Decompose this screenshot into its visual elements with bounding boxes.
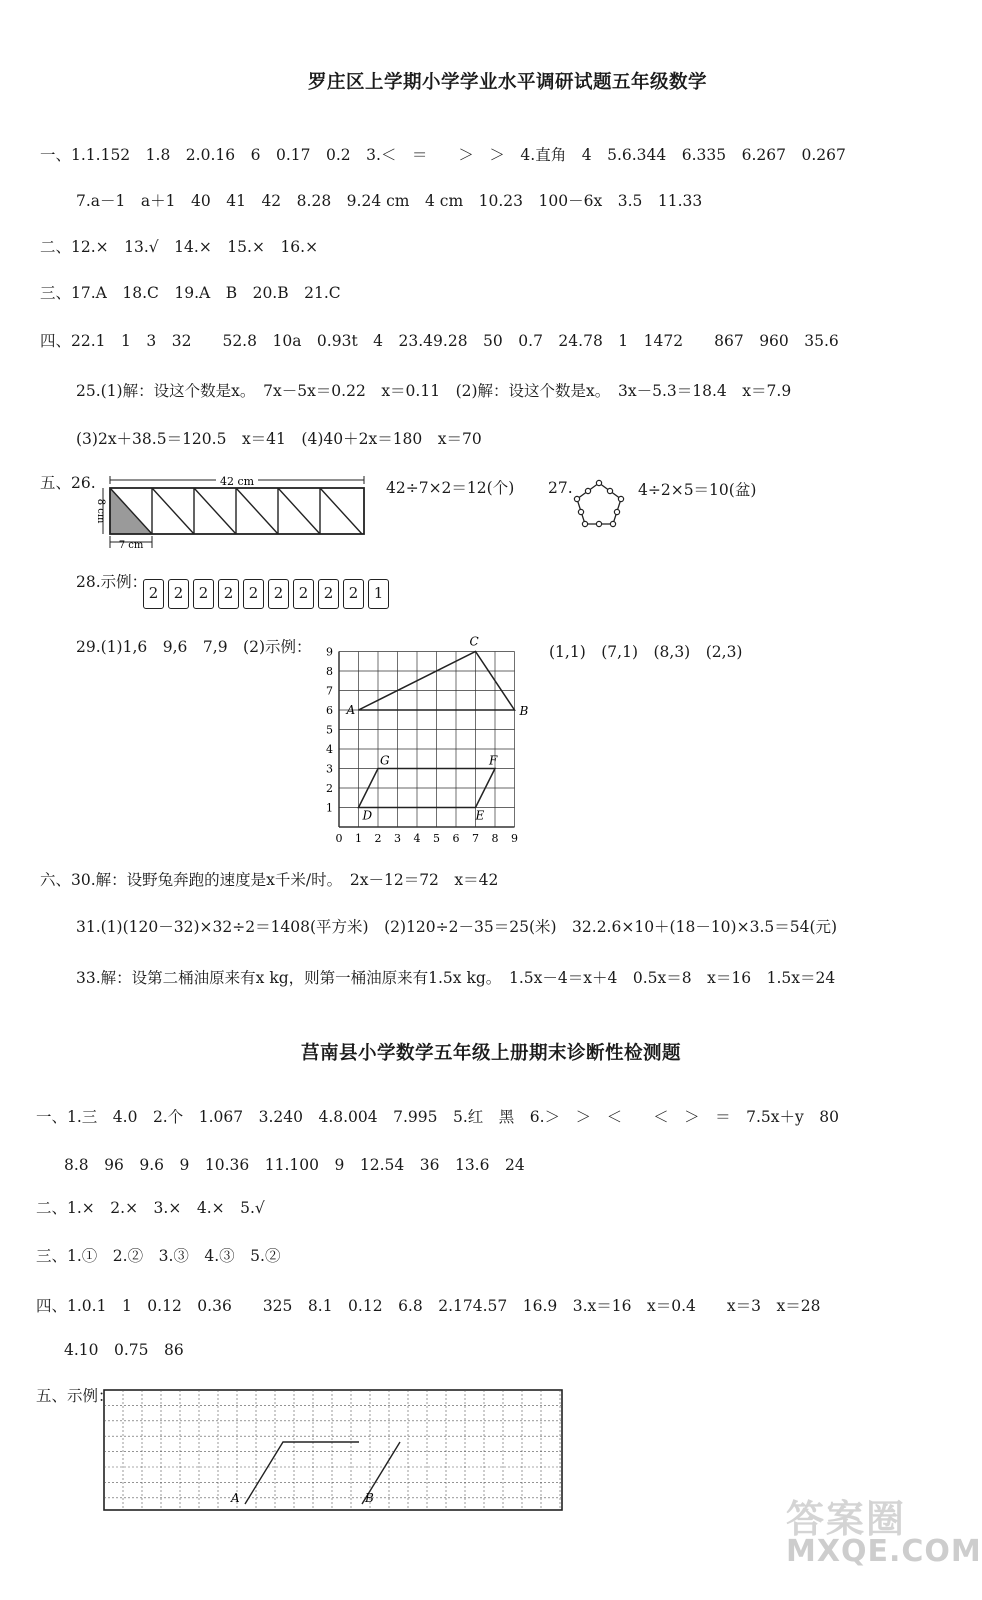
x-tick-label: 3 <box>394 832 401 845</box>
number-card: 2 <box>143 579 164 609</box>
watermark-logo-text: 答案圈 <box>786 1497 907 1541</box>
number-card: 2 <box>193 579 214 609</box>
q30-line: 六、30.解：设野兔奔跑的速度是x千米/时。 2x－12＝72 x＝42 <box>40 871 499 889</box>
x-tick-label: 1 <box>355 832 362 845</box>
y-tick-label: 9 <box>326 645 333 659</box>
point-label-e: E <box>475 808 485 823</box>
number-card: 2 <box>343 579 364 609</box>
answer-line-5: 四、22.1 1 3 32 52.8 10a 0.93t 4 23.49.28 50 0.7 24.78 1 1472 867 960 35.6 <box>40 332 839 350</box>
s2-answer-line-5: 四、1.0.1 1 0.12 0.36 325 8.1 0.12 6.8 2.174.57 16.9 3.x＝16 x＝0.4 x＝3 x＝28 <box>36 1297 821 1315</box>
number-card: 2 <box>218 579 239 609</box>
q27-pentagon-figure <box>572 478 628 530</box>
s2-parallelogram-grid <box>100 1388 566 1514</box>
x-tick-label: 4 <box>413 832 421 845</box>
q27-answer: 4÷2×5＝10(盆) <box>638 481 757 499</box>
s2-answer-line-6: 4.10 0.75 86 <box>64 1341 184 1359</box>
y-tick-label: 3 <box>326 762 333 776</box>
answer-line-3: 二、12.× 13.√ 14.× 15.× 16.× <box>40 238 319 256</box>
point-label-d: D <box>362 808 373 823</box>
x-tick-label: 2 <box>374 832 382 845</box>
q26-width-label: 42 cm <box>219 475 255 488</box>
point-label-g: G <box>380 753 390 768</box>
number-card: 2 <box>168 579 189 609</box>
y-tick-label: 4 <box>326 743 333 756</box>
number-card: 2 <box>293 579 314 609</box>
y-tick-label: 5 <box>326 723 333 737</box>
x-tick-label: 9 <box>511 832 518 845</box>
point-label-b: B <box>519 704 529 718</box>
y-tick-label: 6 <box>326 704 333 717</box>
s2-answer-line-2: 8.8 96 9.6 9 10.36 11.100 9 12.54 36 13.6 24 <box>64 1156 525 1174</box>
answer-line-1: 一、1.1.152 1.8 2.0.16 6 0.17 0.2 3.＜ ＝ ＞ ＞ 4.直角 4 5.6.344 6.335 6.267 0.267 <box>40 146 846 164</box>
q29-line: 29.(1)1,6 9,6 7,9 (2)示例： <box>76 638 312 656</box>
watermark-url: MXQE.COM <box>786 1534 982 1569</box>
x-tick-label: 7 <box>472 832 479 845</box>
x-tick-label: 8 <box>491 832 499 845</box>
q26-base-label: 7 cm <box>118 540 144 551</box>
q26-label: 五、26. <box>40 474 96 492</box>
q27-label: 27. <box>548 479 573 497</box>
point-label-f: F <box>489 753 498 768</box>
s2-point-b-label: B <box>365 1491 374 1505</box>
answer-line-2: 7.a－1 a＋1 40 41 42 8.28 9.24 cm 4 cm 10.23 100－6x 3.5 11.33 <box>76 192 703 210</box>
number-card: 2 <box>318 579 339 609</box>
x-tick-label: 6 <box>452 832 460 845</box>
number-card: 2 <box>243 579 264 609</box>
section2-title: 莒南县小学数学五年级上册期末诊断性检测题 <box>301 1043 682 1064</box>
s2-answer-line-1: 一、1.三 4.0 2.个 1.067 3.240 4.8.004 7.995 5.红 黑 6.＞ ＞ ＜ ＜ ＞ ＝ 7.5x＋y 80 <box>36 1108 839 1126</box>
point-label-c: C <box>469 634 479 649</box>
number-card: 1 <box>368 579 389 609</box>
s2-answer-line-3: 二、1.× 2.× 3.× 4.× 5.√ <box>36 1199 265 1217</box>
point-label-a: A <box>346 703 356 717</box>
q29-coords: (1,1) (7,1) (8,3) (2,3) <box>549 643 743 661</box>
q28-label: 28.示例： <box>76 573 148 591</box>
q26-strip-figure <box>90 470 380 554</box>
x-tick-label: 5 <box>433 832 440 845</box>
x-tick-label: 0 <box>335 832 343 845</box>
section1-title: 罗庄区上学期小学学业水平调研试题五年级数学 <box>308 72 708 93</box>
q33-line: 33.解：设第二桶油原来有x kg，则第一桶油原来有1.5x kg。 1.5x－4＝x＋4 0.5x＝8 x＝16 1.5x＝24 <box>76 969 836 987</box>
q26-height-label: 8 cm <box>95 498 106 524</box>
s2-point-a-label: A <box>231 1491 240 1505</box>
answer-line-6: 25.(1)解：设这个数是x。 7x－5x＝0.22 x＝0.11 (2)解：设这个数是x。 3x－5.3＝18.4 x＝7.9 <box>76 382 792 400</box>
answer-line-4: 三、17.A 18.C 19.A B 20.B 21.C <box>40 284 341 302</box>
s2-answer-line-4: 三、1.① 2.② 3.③ 4.③ 5.② <box>36 1247 281 1265</box>
q29-coordinate-grid <box>320 634 540 850</box>
y-tick-label: 1 <box>326 801 333 815</box>
s2-q5-label: 五、示例： <box>36 1387 114 1405</box>
q31-line: 31.(1)(120－32)×32÷2＝1408(平方米) (2)120÷2－35＝25(米) 32.2.6×10＋(18－10)×3.5＝54(元) <box>76 918 838 936</box>
number-card: 2 <box>268 579 289 609</box>
q26-answer: 42÷7×2＝12(个) <box>386 479 515 497</box>
y-tick-label: 2 <box>326 782 333 795</box>
y-tick-label: 7 <box>326 684 333 698</box>
y-tick-label: 8 <box>326 665 333 678</box>
answer-line-7: (3)2x＋38.5＝120.5 x＝41 (4)40＋2x＝180 x＝70 <box>76 430 482 448</box>
